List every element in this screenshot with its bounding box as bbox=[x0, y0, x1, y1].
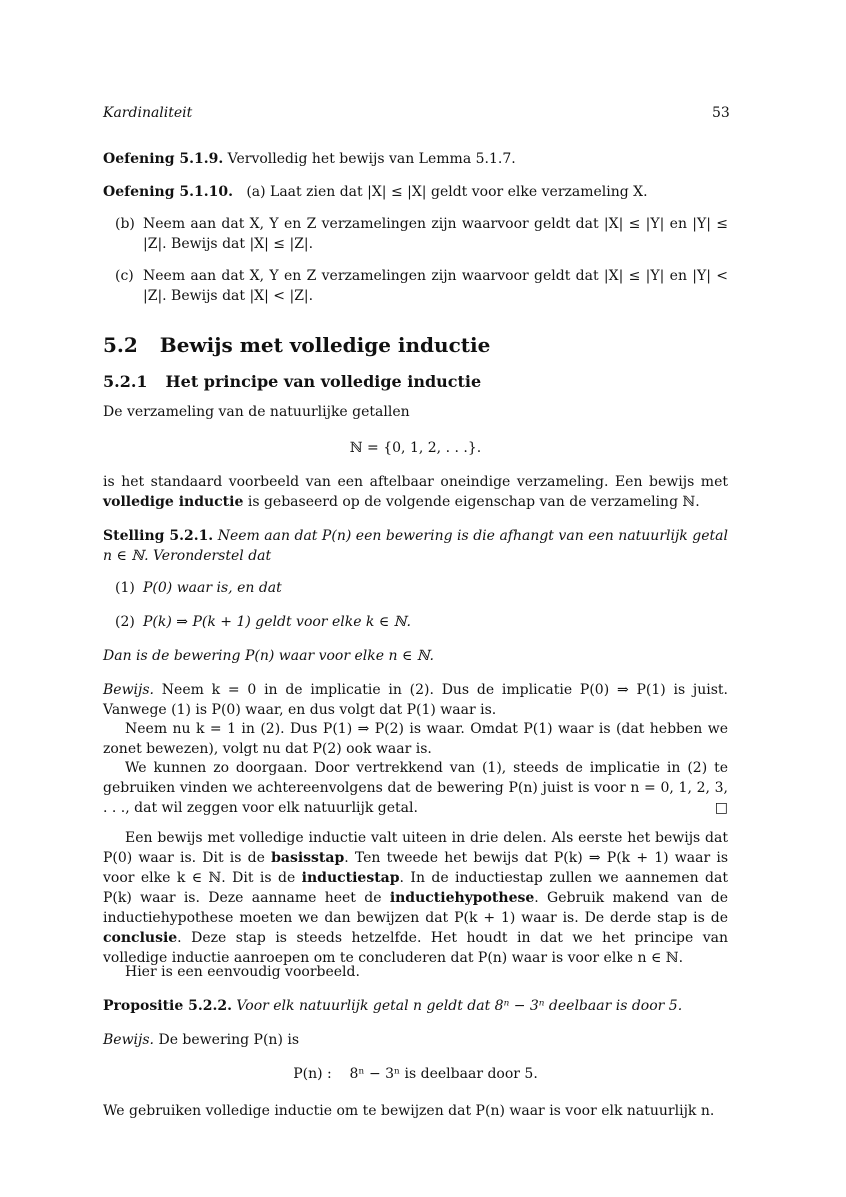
item-text: P(k) ⇒ P(k + 1) geldt voor elke k ∈ ℕ. bbox=[143, 614, 411, 630]
proof-label: Bewijs. bbox=[103, 1032, 155, 1048]
item-text: P(0) waar is, en dat bbox=[143, 580, 282, 596]
section-number: 5.2 bbox=[103, 333, 138, 357]
section-heading bbox=[103, 333, 490, 357]
proof-2-intro bbox=[103, 1030, 728, 1050]
text-span: . Gebruik makend van de inductiehypothese moeten we dan bewijzen dat P(k + 1) waar is. De derde stap is de bbox=[103, 890, 728, 926]
bold-term: conclusie bbox=[103, 930, 178, 946]
theorem-item-2 bbox=[115, 612, 728, 632]
proposition-statement bbox=[103, 996, 728, 1016]
proposition-text: Voor elk natuurlijk getal n geldt dat 8ⁿ − 3ⁿ deelbaar is door 5. bbox=[231, 998, 683, 1014]
exercise-label: Oefening 5.1.10. bbox=[103, 184, 233, 200]
display-formula-p-n: P(n) : 8ⁿ − 3ⁿ is deelbaar door 5. bbox=[293, 1066, 538, 1082]
paragraph-definition bbox=[103, 472, 728, 512]
display-formula: ℕ = {0, 1, 2, . . .}. bbox=[349, 440, 482, 456]
theorem-label: Stelling 5.2.1. bbox=[103, 528, 214, 544]
explanation-paragraph bbox=[103, 828, 728, 968]
exercise-5-1-9 bbox=[103, 149, 728, 169]
bold-term: basisstap bbox=[271, 850, 345, 866]
proposition-label: Propositie 5.2.2. bbox=[103, 998, 232, 1014]
closing-sentence: We gebruiken volledige inductie om te bewijzen dat P(n) waar is voor elk natuurlijk n. bbox=[103, 1103, 715, 1119]
subsection-heading bbox=[103, 372, 481, 391]
theorem-text: Neem aan dat P(n) een bewering is die afhangt van een natuurlijk getal n ∈ ℕ. Veronderstel dat bbox=[103, 528, 728, 564]
item-label: (2) bbox=[115, 614, 135, 630]
running-header-left: Kardinaliteit bbox=[103, 105, 193, 121]
exercise-5-1-10 bbox=[103, 182, 728, 202]
proof-paragraph-3 bbox=[103, 758, 728, 818]
exercise-item-b bbox=[115, 214, 728, 254]
page-number: 53 bbox=[712, 105, 730, 121]
exercise-label: Oefening 5.1.9. bbox=[103, 151, 224, 167]
text-span: . In de inductiestap zullen we aannemen dat P(k) waar is. Deze aanname heet de bbox=[103, 870, 728, 906]
text-span: . Ten tweede het bewijs dat P(k) ⇒ P(k + 1) waar is voor elke k ∈ ℕ. Dit is de bbox=[103, 850, 729, 886]
text-span: . Deze stap is steeds hetzelfde. Het houdt in dat we het principe van volledige inductie aanroepen om te concluderen dat P(n) waar is voor elke n ∈ ℕ. bbox=[103, 930, 728, 966]
proof-paragraph-1 bbox=[103, 680, 728, 720]
proof-text: Neem k = 0 in de implicatie in (2). Dus de implicatie P(0) ⇒ P(1) is juist. Vanwege (1) is P(0) waar, en dus volgt dat P(1) waar is. bbox=[103, 682, 728, 718]
theorem-item-1 bbox=[115, 578, 728, 598]
item-label: (1) bbox=[115, 580, 135, 596]
exercise-item-c bbox=[115, 266, 728, 306]
bold-term: inductiestap bbox=[301, 870, 400, 886]
subsection-title: Het principe van volledige inductie bbox=[165, 372, 482, 391]
bold-term: volledige inductie bbox=[103, 494, 244, 510]
item-text: Neem aan dat X, Y en Z verzamelingen zijn waarvoor geldt dat |X| ≤ |Y| en |Y| < |Z|. Bewijs dat |X| < |Z|. bbox=[143, 268, 728, 304]
qed-symbol: □ bbox=[714, 800, 728, 816]
theorem-conclusion: Dan is de bewering P(n) waar voor elke n ∈ ℕ. bbox=[103, 648, 435, 664]
text-span: Een bewijs met volledige inductie valt uiteen in drie delen. Als eerste het bewijs dat P(0) waar is. Dit is de bbox=[103, 830, 728, 866]
exercise-text: (a) Laat zien dat |X| ≤ |X| geldt voor elke verzameling X. bbox=[232, 184, 648, 200]
intro-text: De verzameling van de natuurlijke getallen bbox=[103, 404, 410, 420]
item-label: (b) bbox=[115, 216, 135, 232]
subsection-number: 5.2.1 bbox=[103, 372, 148, 391]
bold-term: inductiehypothese bbox=[389, 890, 535, 906]
proof-text: We kunnen zo doorgaan. Door vertrekkend van (1), steeds de implicatie in (2) te gebruiken vinden we achtereenvolgens dat de bewering P(n) juist is voor n = 0, 1, 2, 3, . . ., dat wil zeggen voor elk natuurlijk getal. bbox=[103, 760, 728, 816]
theorem-statement bbox=[103, 526, 728, 566]
exercise-text: Vervolledig het bewijs van Lemma 5.1.7. bbox=[223, 151, 516, 167]
item-text: Neem aan dat X, Y en Z verzamelingen zijn waarvoor geldt dat |X| ≤ |Y| en |Y| ≤ |Z|. Bewijs dat |X| ≤ |Z|. bbox=[143, 216, 728, 252]
proof-label: Bewijs. bbox=[103, 682, 155, 698]
section-title: Bewijs met volledige inductie bbox=[159, 333, 491, 357]
text-span: is het standaard voorbeeld van een aftelbaar oneindige verzameling. Een bewijs met bbox=[103, 474, 728, 490]
proof-text: De bewering P(n) is bbox=[154, 1032, 300, 1048]
proof-paragraph-2: Neem nu k = 1 in (2). Dus P(1) ⇒ P(2) is waar. Omdat P(1) waar is (dat hebben we zonet bewezen), volgt nu dat P(2) ook waar is. bbox=[103, 721, 728, 757]
example-intro: Hier is een eenvoudig voorbeeld. bbox=[125, 964, 360, 980]
item-label: (c) bbox=[115, 268, 134, 284]
text-span: is gebaseerd op de volgende eigenschap van de verzameling ℕ. bbox=[243, 494, 700, 510]
